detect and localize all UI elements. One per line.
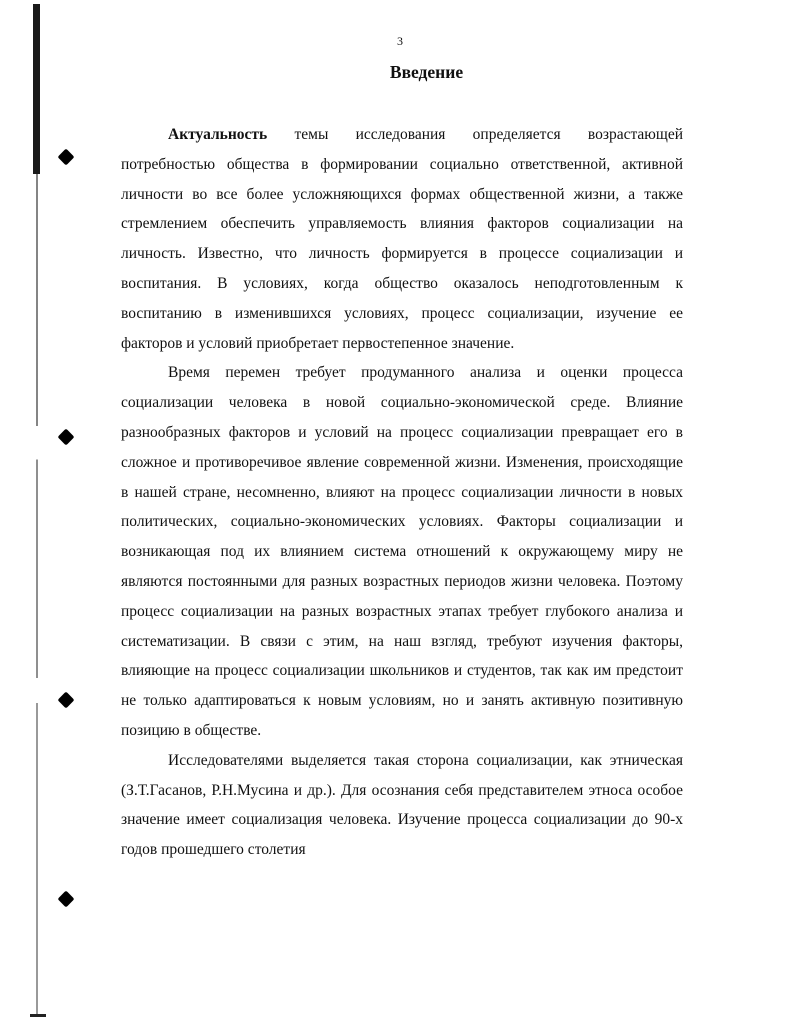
page-title: Введение (389, 62, 464, 82)
paragraph-text: темы исследования определяется возрастающей потребностью общества в формировании социально ответственной, активной личности во все более усложняющихся формах общественной жизни, а также стремлением обеспечить управляемость влияния факторов социализации на личность. Известно, что личность формируется в процессе социализации и воспитания. В условиях, когда общество оказалось неподготовленным к воспитанию в изменившихся условиях, процесс социализации, изучение ее факторов и условий приобретает первостепенное значение. (121, 126, 683, 352)
page-number: 3 (397, 34, 403, 48)
paragraph-lead-term: Актуальность (168, 126, 268, 143)
paragraph-ethnic-socialization: Исследователями выделяется такая сторона социализации, как этническая (З.Т.Гасанов, Р.Н.Мусина и др.). Для осознания себя представителем этноса особое значение имеет социализация человека. Изучение процесса социализации до 90-х годов прошедшего столетия (121, 751, 683, 859)
scan-binding-foot (30, 1014, 46, 1017)
scan-binding-line (36, 174, 38, 1014)
punch-hole-mark (58, 692, 75, 709)
paragraph-relevance (121, 120, 683, 358)
punch-hole-mark (58, 429, 75, 446)
paragraph-time-of-change: Время перемен требует продуманного анализа и оценки процесса социализации человека в новой социально-экономической среде. Влияние разнообразных факторов и условий на процесс социализации превращает его в сложное и противоречивое явление современной жизни. Изменения, происходящие в нашей стране, несомненно, влияют на процесс социализации личности в новых политических, социально-экономических условиях. Факторы социализации и возникающая под их влиянием система отношений к окружающему миру не являются постоянными для разных возрастных периодов жизни человека. Поэтому процесс социализации на разных возрастных этапах требует глубокого анализа и систематизации. В связи с этим, на наш взгляд, требуют изучения факторы, влияющие на процесс социализации школьников и студентов, так как им предстоит не только адаптироваться к новым условиям, но и занять активную позитивную позицию в обществе. (121, 364, 683, 739)
scan-binding-bar (33, 4, 40, 174)
punch-hole-mark (58, 891, 75, 908)
punch-hole-mark (58, 149, 75, 166)
document-body (121, 120, 683, 865)
